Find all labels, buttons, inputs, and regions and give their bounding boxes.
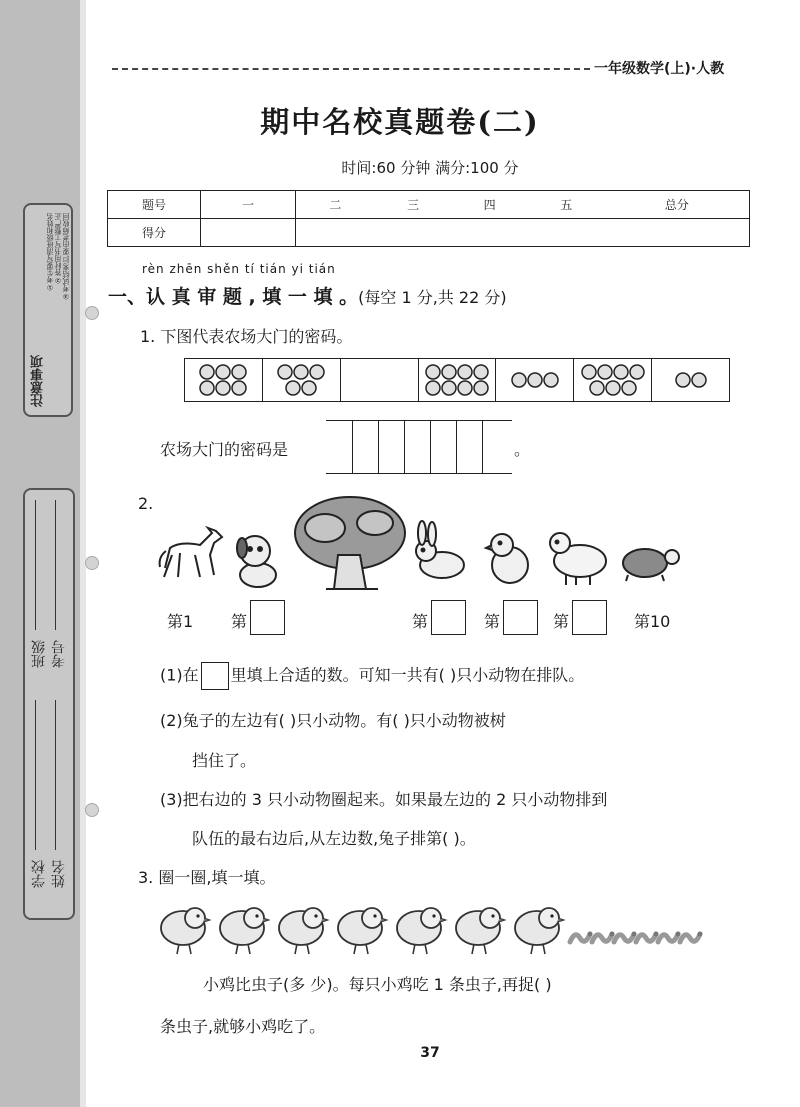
q2-sub1-a: (1)在: [160, 665, 199, 685]
label-first: 第1: [167, 612, 194, 631]
inline-box-icon: [201, 662, 229, 690]
dot: [528, 373, 542, 387]
position-answer-box[interactable]: [572, 600, 607, 635]
name-label: 姓名: [51, 860, 67, 888]
school-line: [35, 700, 36, 850]
punch-hole: [85, 803, 99, 817]
section-points: (每空 1 分,共 22 分): [358, 288, 507, 307]
dot-group: [263, 359, 341, 401]
password-dot-strip: [184, 358, 730, 402]
class-line: [35, 500, 36, 630]
horse-icon: [160, 528, 222, 577]
chick-icon: [161, 908, 210, 954]
dot: [232, 365, 246, 379]
dot: [286, 381, 300, 395]
section-heading: [108, 282, 507, 309]
label-di: 第: [484, 612, 501, 631]
worm-icon: [614, 932, 637, 943]
q3-line1: 小鸡比虫子(多 少)。每只小鸡吃 1 条虫子,再捉( ): [203, 975, 552, 994]
dot: [442, 365, 456, 379]
score-header-cell: 三: [375, 191, 452, 219]
dot: [426, 365, 440, 379]
q2-sub3-line1: (3)把右边的 3 只小动物圈起来。如果最左边的 2 只小动物排到: [160, 790, 608, 809]
chick-icon: [456, 908, 505, 954]
section-heading-text: 一、认 真 审 题 , 填 一 填 。: [108, 286, 359, 308]
notes-box: [23, 203, 73, 417]
q3-text: 3. 圈一圈,填一填。: [138, 868, 276, 887]
q3-line2: 条虫子,就够小鸡吃了。: [160, 1017, 326, 1036]
position-answer-box[interactable]: [431, 600, 466, 635]
label-di: 第: [412, 612, 429, 631]
puppy-icon: [237, 536, 276, 587]
dot: [582, 365, 596, 379]
grid-line: [378, 420, 379, 474]
dot: [216, 365, 230, 379]
score-header-cell: 总分: [605, 191, 750, 219]
exam-no-label: 考号: [51, 640, 67, 668]
dot: [676, 373, 690, 387]
dot-group-svg: [187, 361, 259, 399]
dot-group-svg: [421, 361, 493, 399]
dot: [630, 365, 644, 379]
q2-sub1-b: 里填上合适的数。可知一共有( )只小动物在排队。: [230, 665, 585, 685]
dot: [310, 365, 324, 379]
sheep-icon: [550, 533, 606, 585]
dot: [512, 373, 526, 387]
punch-hole: [85, 306, 99, 320]
dot: [200, 365, 214, 379]
notes-label: 注意事项: [31, 355, 46, 407]
dot-group-svg: [655, 361, 727, 399]
dot: [622, 381, 636, 395]
exam-info: 时间:60 分钟 满分:100 分: [341, 159, 519, 177]
section-pinyin: rèn zhēn shěn tí tián yi tián: [142, 262, 336, 276]
q2-sub2-line1: (2)兔子的左边有( )只小动物。有( )只小动物被树: [160, 711, 506, 730]
chick-icon: [515, 908, 564, 954]
q2-sub1: [160, 662, 584, 690]
dot: [216, 381, 230, 395]
dot-group: [652, 359, 729, 401]
score-header-cell: 一: [201, 191, 296, 219]
rabbit-icon: [416, 521, 464, 578]
dot: [458, 381, 472, 395]
grid-line: [430, 420, 431, 474]
score-row-label: 得分: [108, 219, 201, 247]
dot-group-svg: [343, 361, 415, 399]
note-3: ③考试结束后,要由老师收回: [62, 213, 70, 301]
dot: [598, 365, 612, 379]
q1-answer-prefix: 农场大门的密码是: [160, 440, 289, 459]
chick-icon: [279, 908, 328, 954]
dot: [474, 381, 488, 395]
worm-icon: [570, 932, 593, 943]
grid-line: [456, 420, 457, 474]
score-cell[interactable]: [296, 219, 750, 247]
password-answer-grid[interactable]: [326, 420, 512, 474]
label-last: 第10: [634, 612, 671, 631]
worm-icon: [592, 932, 615, 943]
grid-line: [404, 420, 405, 474]
dot-group: [496, 359, 574, 401]
dot-group: [574, 359, 652, 401]
note-2: ②答时用书写工整严正: [54, 213, 62, 284]
q1-answer-suffix: 。: [514, 440, 531, 459]
q2-sub2-line2: 挡住了。: [192, 751, 257, 770]
position-answer-box[interactable]: [503, 600, 538, 635]
chick-icon: [338, 908, 387, 954]
grid-line: [326, 420, 512, 421]
dot: [232, 381, 246, 395]
name-line: [55, 700, 56, 850]
dot: [474, 365, 488, 379]
chick-icon: [397, 908, 446, 954]
grid-line: [482, 420, 483, 474]
score-table: [107, 190, 750, 247]
dot: [426, 381, 440, 395]
grid-line: [352, 420, 353, 474]
dot: [614, 365, 628, 379]
note-1: ①考生要写清班级和姓名: [46, 213, 54, 291]
score-header-cell: 二: [296, 191, 375, 219]
score-header-cell: 四: [451, 191, 528, 219]
q1-text: 1. 下图代表农场大门的密码。: [140, 327, 353, 346]
exam-no-line: [55, 500, 56, 630]
dot-group-svg: [265, 361, 337, 399]
chick-icon: [486, 534, 528, 583]
dot: [692, 373, 706, 387]
dot: [278, 365, 292, 379]
worm-icon: [658, 932, 681, 943]
punch-hole: [85, 556, 99, 570]
header-dashes: [112, 68, 590, 70]
turtle-icon: [623, 549, 679, 581]
dot: [590, 381, 604, 395]
dot-group-svg: [499, 361, 571, 399]
chicks-and-worms-illustration: [155, 898, 715, 958]
dot: [302, 381, 316, 395]
position-answer-box[interactable]: [250, 600, 285, 635]
score-cell[interactable]: [201, 219, 296, 247]
label-di: 第: [553, 612, 570, 631]
student-info-box: [23, 488, 75, 920]
dot: [442, 381, 456, 395]
dot-group: [419, 359, 497, 401]
q2-number: 2.: [138, 494, 154, 513]
dot-group: [341, 359, 419, 401]
dot: [544, 373, 558, 387]
dot: [294, 365, 308, 379]
score-header-cell: 五: [528, 191, 605, 219]
dot-group-svg: [577, 361, 649, 399]
dot-group: [185, 359, 263, 401]
animal-queue-illustration: [150, 493, 690, 603]
dot: [458, 365, 472, 379]
worm-icon: [636, 932, 659, 943]
q2-sub3-line2: 队伍的最右边后,从左边数,兔子排第( )。: [192, 829, 476, 848]
tree-icon: [295, 497, 405, 589]
class-label: 班级: [31, 640, 47, 668]
score-header-cell: 题号: [108, 191, 201, 219]
page-number: 37: [420, 1045, 440, 1061]
chick-icon: [220, 908, 269, 954]
dot: [200, 381, 214, 395]
series-label: 一年级数学(上)·人教: [594, 61, 725, 77]
dot: [606, 381, 620, 395]
page-title: 期中名校真题卷(二): [260, 105, 540, 139]
label-di: 第: [231, 612, 248, 631]
grid-line: [326, 473, 512, 474]
school-label: 学校: [31, 860, 47, 888]
worm-icon: [680, 932, 703, 943]
